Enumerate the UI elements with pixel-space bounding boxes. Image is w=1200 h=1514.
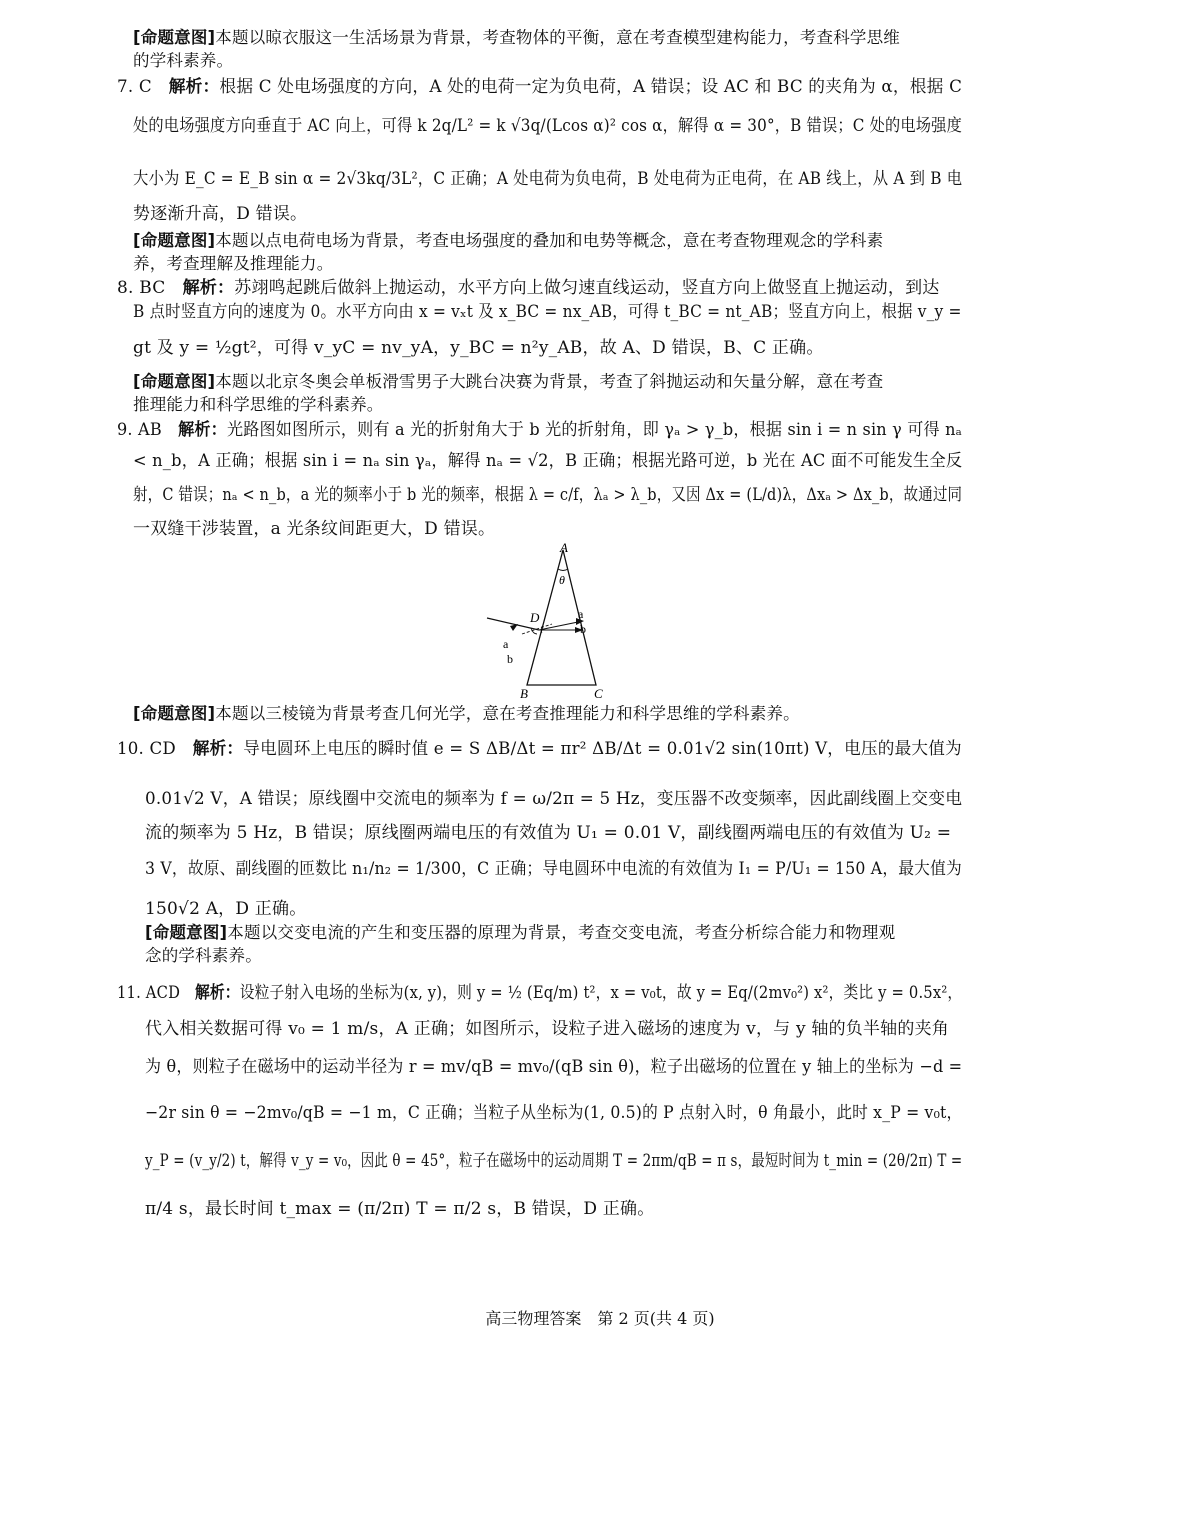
label-i: i bbox=[540, 624, 544, 636]
angle-theta-arc bbox=[558, 569, 568, 571]
label-a-in: a bbox=[503, 637, 509, 651]
q8-line3: gt 及 y = ½gt²，可得 v_yC = nv_yA，y_BC = n²y_AB，故 A、D 错误，B、C 正确。 bbox=[133, 338, 824, 358]
q8-intent-line2: 推理能力和科学思维的学科素养。 bbox=[133, 395, 384, 414]
q7-line4: 势逐渐升高，D 错误。 bbox=[133, 204, 308, 224]
q8-intent-line1: [命题意图]本题以北京冬奥会单板滑雪男子大跳台决赛为背景，考查了斜抛运动和矢量分解，意在考查 bbox=[133, 372, 884, 391]
label-a-out: a bbox=[578, 607, 584, 621]
label-B: B bbox=[520, 686, 528, 701]
page-footer: 高三物理答案 第 2 页(共 4 页) bbox=[485, 1309, 715, 1328]
q11-line3: 为 θ，则粒子在磁场中的运动半径为 r = mv/qB = mv₀/(qB sin θ)，粒子出磁场的位置在 y 轴上的坐标为 −d = bbox=[145, 1057, 963, 1077]
q7-line2: 处的电场强度方向垂直于 AC 向上，可得 k 2q/L² = k √3q/(Lcos α)² cos α，解得 α = 30°，B 错误；C 处的电场强度 bbox=[133, 116, 962, 136]
q9-line4: 一双缝干涉装置，a 光条纹间距更大，D 错误。 bbox=[133, 519, 496, 539]
q7-line3: 大小为 E_C = E_B sin α = 2√3kq/3L²，C 正确；A 处电荷为负电荷，B 处电荷为正电荷，在 AB 线上，从 A 到 B 电 bbox=[133, 169, 963, 189]
normal-line bbox=[522, 624, 552, 634]
q11-line1: 11. ACD 解析：设粒子射入电场的坐标为(x, y)，则 y = ½ (Eq/m) t²，x = v₀t，故 y = Eq/(2mv₀²) x²，类比 y = 0.5x²， bbox=[117, 983, 963, 1003]
q9-intent-line1: [命题意图]本题以三棱镜为背景考查几何光学，意在考查推理能力和科学思维的学科素养。 bbox=[133, 704, 800, 723]
label-C: C bbox=[594, 686, 603, 701]
q7-intent-line2: 养，考查理解及推理能力。 bbox=[133, 254, 334, 273]
q11-line5: y_P = (v_y/2) t，解得 v_y = v₀，因此 θ = 45°，粒子在磁场中的运动周期 T = 2πm/qB = π s，最短时间为 t_min = (2θ/2π) T = bbox=[145, 1151, 963, 1171]
q11-line4: −2r sin θ = −2mv₀/qB = −1 m，C 正确；当粒子从坐标为(1, 0.5)的 P 点射入时，θ 角最小，此时 x_P = v₀t， bbox=[145, 1103, 963, 1123]
q10-line1: 10. CD 解析：导电圆环上电压的瞬时值 e = S ΔB/Δt = πr² ΔB/Δt = 0.01√2 sin(10πt) V，电压的最大值为 bbox=[117, 739, 962, 759]
q6-intent-line2: 的学科素养。 bbox=[133, 51, 234, 70]
q10-line2: 0.01√2 V，A 错误；原线圈中交流电的频率为 f = ω/2π = 5 Hz，变压器不改变频率，因此副线圈上交变电 bbox=[145, 789, 963, 809]
q8-line2: B 点时竖直方向的速度为 0。水平方向由 x = vₓt 及 x_BC = nx_AB，可得 t_BC = nt_AB；竖直方向上，根据 v_y = bbox=[133, 302, 962, 322]
q10-line4: 3 V，故原、副线圈的匝数比 n₁/n₂ = 1/300，C 正确；导电圆环中电流的有效值为 I₁ = P/U₁ = 150 A，最大值为 bbox=[145, 859, 962, 879]
prism-light-path-diagram bbox=[480, 538, 630, 703]
q8-line1: 8. BC 解析：苏翊鸣起跳后做斜上抛运动，水平方向上做匀速直线运动，竖直方向上做竖直上抛运动，到达 bbox=[117, 278, 940, 298]
q10-line3: 流的频率为 5 Hz，B 错误；原线圈两端电压的有效值为 U₁ = 0.01 V，副线圈两端电压的有效值为 U₂ = bbox=[145, 823, 952, 843]
label-b-out: b bbox=[580, 622, 586, 636]
arrow-incident bbox=[510, 624, 518, 631]
q10-intent-line1: [命题意图]本题以交变电流的产生和变压器的原理为背景，考查交变电流，考查分析综合能力和物理观 bbox=[145, 923, 896, 942]
q9-line2: < n_b，A 正确；根据 sin i = nₐ sin γₐ，解得 nₐ = √2，B 正确；根据光路可逆，b 光在 AC 面不可能发生全反 bbox=[133, 451, 963, 471]
ray-a-inside bbox=[539, 622, 578, 630]
label-A: A bbox=[560, 540, 568, 555]
q9-line3: 射，C 错误；nₐ < n_b，a 光的频率小于 b 光的频率，根据 λ = c/f，λₐ > λ_b，又因 Δx = (L/d)λ，Δxₐ > Δx_b，故通过同 bbox=[133, 485, 963, 505]
q6-intent-line1: [命题意图]本题以晾衣服这一生活场景为背景，考查物体的平衡，意在考查模型建构能力，考查科学思维 bbox=[133, 28, 900, 47]
label-D: D bbox=[530, 610, 540, 625]
q7-intent-line1: [命题意图]本题以点电荷电场为背景，考查电场强度的叠加和电势等概念，意在考查物理观念的学科素 bbox=[133, 231, 884, 250]
q10-intent-line2: 念的学科素养。 bbox=[145, 946, 262, 965]
q7-line1: 7. C 解析：根据 C 处电场强度的方向，A 处的电荷一定为负电荷，A 错误；设 AC 和 BC 的夹角为 α，根据 C bbox=[117, 77, 963, 97]
q10-line5: 150√2 A，D 正确。 bbox=[145, 899, 307, 919]
q11-line2: 代入相关数据可得 v₀ = 1 m/s，A 正确；如图所示，设粒子进入磁场的速度为 v，与 y 轴的负半轴的夹角 bbox=[145, 1019, 949, 1039]
label-theta: θ bbox=[559, 573, 565, 587]
label-b-in: b bbox=[507, 652, 513, 666]
q11-line6: π/4 s，最长时间 t_max = (π/2π) T = π/2 s，B 错误，D 正确。 bbox=[145, 1199, 655, 1219]
q9-line1: 9. AB 解析：光路图如图所示，则有 a 光的折射角大于 b 光的折射角，即 γₐ > γ_b，根据 sin i = n sin γ 可得 nₐ bbox=[117, 420, 963, 440]
